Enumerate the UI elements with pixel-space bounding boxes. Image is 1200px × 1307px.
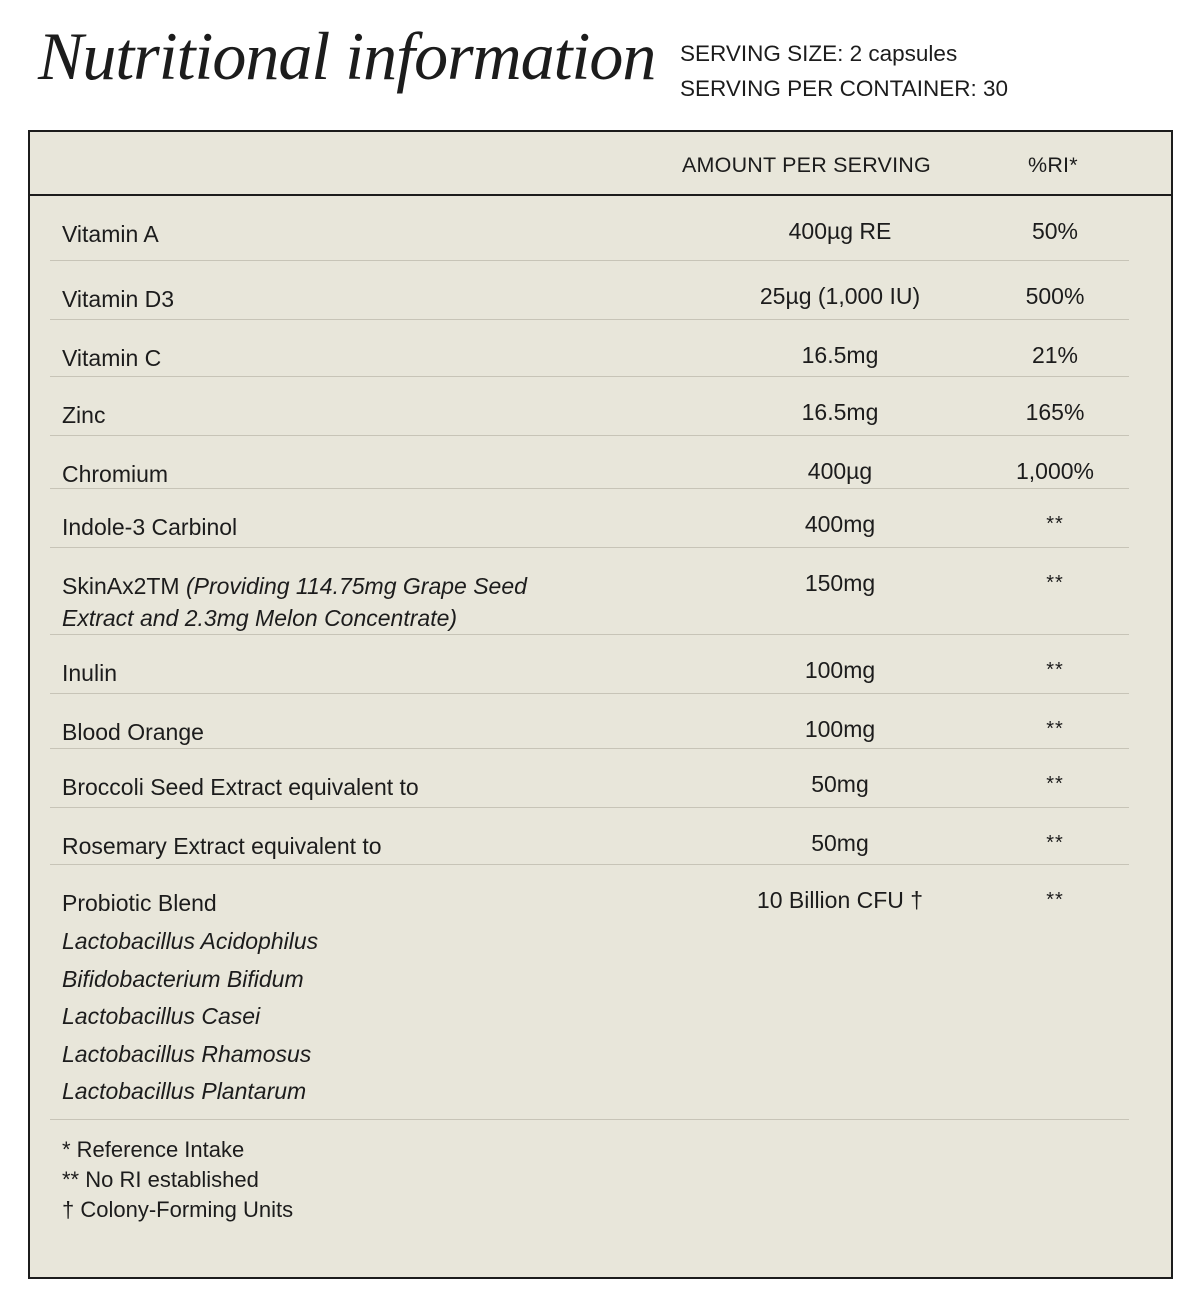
footnotes xyxy=(62,1135,293,1225)
nutrient-ri: ** xyxy=(1046,659,1064,681)
nutrient-amount: 25µg (1,000 IU) xyxy=(759,283,921,309)
nutrient-ri: 165% xyxy=(1025,399,1085,425)
nutrient-name: Rosemary Extract equivalent to xyxy=(62,833,382,859)
table-row xyxy=(50,548,1129,635)
nutrient-name: Probiotic Blend xyxy=(62,890,217,916)
nutrient-name: Vitamin D3 xyxy=(62,286,175,312)
footnote: * Reference Intake xyxy=(62,1137,245,1162)
nutrient-amount: 150mg xyxy=(804,570,876,596)
table-row xyxy=(50,320,1129,377)
nutrient-ri: ** xyxy=(1046,572,1064,594)
table-row xyxy=(50,865,1129,1120)
table-body xyxy=(50,196,1129,1120)
nutrient-ri: 50% xyxy=(1031,218,1079,244)
nutrient-amount: 16.5mg xyxy=(801,399,879,425)
footnote: † Colony-Forming Units xyxy=(62,1197,294,1222)
probiotic-strain: Lactobacillus Acidophilus xyxy=(62,928,319,954)
nutrient-amount: 16.5mg xyxy=(801,342,879,368)
header-ri: %RI* xyxy=(1028,153,1078,177)
nutrient-name xyxy=(62,570,527,634)
table-row xyxy=(50,635,1129,694)
table-row xyxy=(50,489,1129,548)
nutrient-name: Vitamin A xyxy=(62,221,159,247)
nutrient-note-line2: Extract and 2.3mg Melon Concentrate) xyxy=(62,605,458,631)
nutrient-amount: 400mg xyxy=(804,511,876,537)
nutrient-ri: 1,000% xyxy=(1015,458,1094,484)
table-row xyxy=(50,377,1129,436)
nutrient-ri: ** xyxy=(1046,718,1064,740)
table-row xyxy=(50,749,1129,808)
nutrient-ri: 21% xyxy=(1031,342,1079,368)
nutrient-amount: 400µg RE xyxy=(788,218,892,244)
nutrient-amount: 100mg xyxy=(804,657,876,683)
servings-per-container: SERVING PER CONTAINER: 30 xyxy=(680,76,1008,101)
nutrient-name: Blood Orange xyxy=(62,719,204,745)
table-row xyxy=(50,436,1129,489)
table-row xyxy=(50,196,1129,261)
nutrition-table xyxy=(28,130,1173,1279)
table-header xyxy=(30,132,1171,196)
nutrient-name: Indole-3 Carbinol xyxy=(62,514,238,540)
nutrient-name: Chromium xyxy=(62,461,169,487)
footnote: ** No RI established xyxy=(62,1167,259,1192)
serving-size: SERVING SIZE: 2 capsules xyxy=(680,41,958,66)
serving-info xyxy=(680,36,1008,106)
nutrient-ri: ** xyxy=(1046,889,1064,911)
table-row xyxy=(50,808,1129,865)
nutrient-amount: 50mg xyxy=(811,771,869,797)
nutrient-name: Broccoli Seed Extract equivalent to xyxy=(62,774,419,800)
probiotic-strain: Lactobacillus Rhamosus xyxy=(62,1040,312,1067)
nutrient-amount: 50mg xyxy=(811,830,869,856)
nutrient-ri: 500% xyxy=(1025,283,1085,309)
nutrient-ri: ** xyxy=(1046,513,1064,535)
header-amount: AMOUNT PER SERVING xyxy=(682,153,931,177)
nutrient-ri: ** xyxy=(1046,773,1064,795)
nutrient-amount: 10 Billion CFU † xyxy=(756,887,924,913)
probiotic-strain: Lactobacillus Plantarum xyxy=(62,1078,307,1104)
nutrient-name: Inulin xyxy=(62,660,117,686)
probiotic-strain: Bifidobacterium Bifidum xyxy=(62,965,304,992)
nutrient-name: Zinc xyxy=(62,402,106,428)
table-row xyxy=(50,261,1129,320)
nutrient-ri: ** xyxy=(1046,832,1064,854)
nutrient-name-main: SkinAx2TM xyxy=(62,573,180,599)
probiotic-strain: Lactobacillus Casei xyxy=(62,1003,261,1029)
nutrient-name: Vitamin C xyxy=(62,345,162,371)
nutrient-amount: 400µg xyxy=(807,458,873,484)
nutrient-note-line1: (Providing 114.75mg Grape Seed xyxy=(185,573,527,599)
page-title: Nutritional information xyxy=(38,18,656,94)
probiotic-strain-list xyxy=(62,923,318,1111)
table-row xyxy=(50,694,1129,749)
nutrient-amount: 100mg xyxy=(804,716,876,742)
